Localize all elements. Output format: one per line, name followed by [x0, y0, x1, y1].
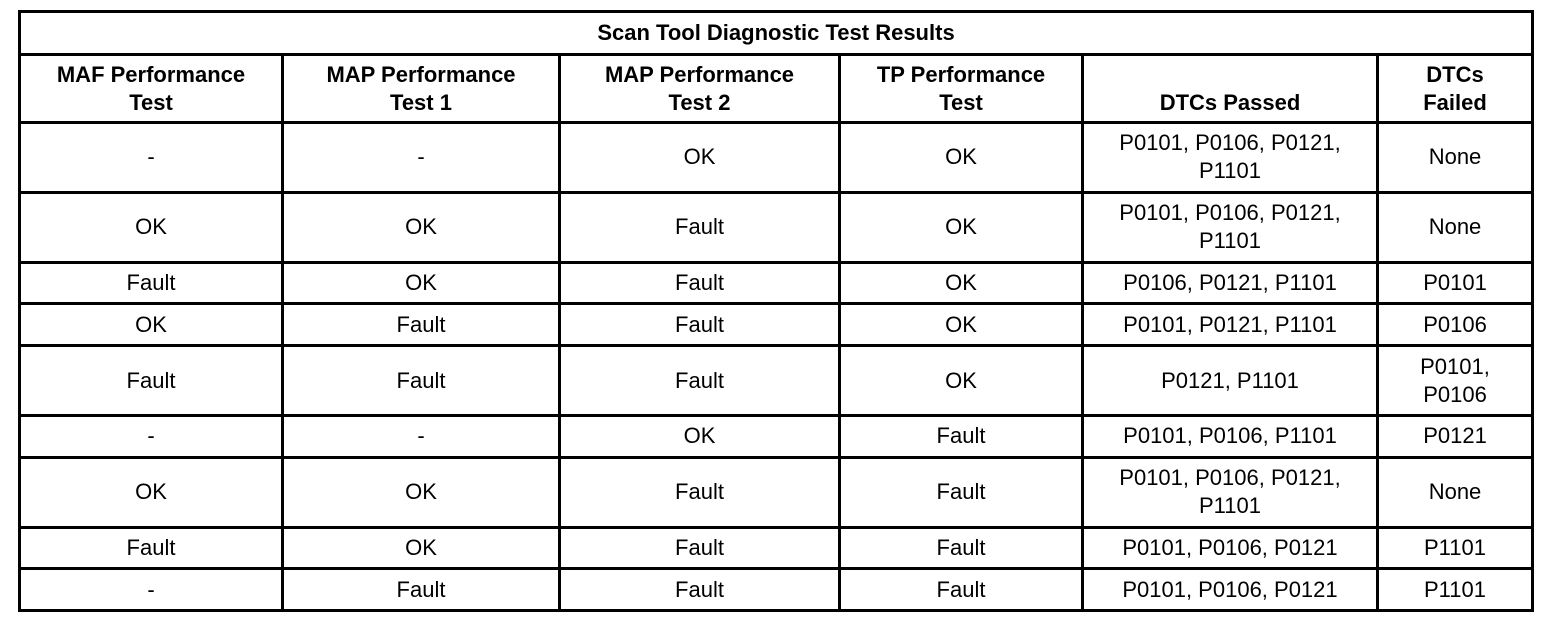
dtcs-failed-cell: P0101	[1378, 262, 1533, 304]
tp-result-cell: OK	[840, 304, 1083, 346]
dtcs-failed-cell: P0101, P0106	[1378, 346, 1533, 416]
column-header-dtcs-failed: DTCs Failed	[1378, 55, 1533, 123]
map2-result-cell: Fault	[560, 192, 840, 262]
dtcs-passed-cell: P0101, P0121, P1101	[1083, 304, 1378, 346]
tp-result-cell: Fault	[840, 569, 1083, 611]
table-row	[20, 192, 1533, 262]
map1-result-cell: OK	[283, 457, 560, 527]
map1-result-cell: -	[283, 415, 560, 457]
maf-result-cell: OK	[20, 192, 283, 262]
dtcs-passed-cell: P0101, P0106, P0121	[1083, 569, 1378, 611]
column-header-dtcs-passed: DTCs Passed	[1083, 55, 1378, 123]
column-header-map-performance-test-1: MAP Performance Test 1	[283, 55, 560, 123]
map2-result-cell: Fault	[560, 346, 840, 416]
maf-result-cell: Fault	[20, 346, 283, 416]
dtcs-failed-cell: None	[1378, 457, 1533, 527]
dtcs-failed-cell: P1101	[1378, 569, 1533, 611]
map2-result-cell: Fault	[560, 304, 840, 346]
tp-result-cell: OK	[840, 346, 1083, 416]
table-title-row	[20, 12, 1533, 55]
tp-result-cell: OK	[840, 123, 1083, 193]
dtcs-failed-cell: None	[1378, 192, 1533, 262]
table-title: Scan Tool Diagnostic Test Results	[20, 12, 1533, 55]
maf-result-cell: OK	[20, 457, 283, 527]
column-header-row	[20, 55, 1533, 123]
table-row	[20, 123, 1533, 193]
maf-result-cell: -	[20, 415, 283, 457]
dtcs-passed-cell: P0101, P0106, P0121, P1101	[1083, 123, 1378, 193]
map1-result-cell: -	[283, 123, 560, 193]
map1-result-cell: Fault	[283, 346, 560, 416]
dtcs-passed-cell: P0121, P1101	[1083, 346, 1378, 416]
dtcs-failed-cell: P0121	[1378, 415, 1533, 457]
maf-result-cell: Fault	[20, 527, 283, 569]
column-header-maf-performance-test: MAF Performance Test	[20, 55, 283, 123]
maf-result-cell: -	[20, 123, 283, 193]
map2-result-cell: Fault	[560, 262, 840, 304]
tp-result-cell: OK	[840, 262, 1083, 304]
table-row	[20, 457, 1533, 527]
table-row	[20, 415, 1533, 457]
tp-result-cell: Fault	[840, 457, 1083, 527]
table-row	[20, 346, 1533, 416]
map1-result-cell: OK	[283, 527, 560, 569]
dtcs-failed-cell: None	[1378, 123, 1533, 193]
table-row	[20, 304, 1533, 346]
maf-result-cell: -	[20, 569, 283, 611]
tp-result-cell: Fault	[840, 527, 1083, 569]
dtcs-passed-cell: P0101, P0106, P1101	[1083, 415, 1378, 457]
table-row	[20, 569, 1533, 611]
diagnostic-results-table	[18, 10, 1534, 612]
dtcs-passed-cell: P0101, P0106, P0121, P1101	[1083, 192, 1378, 262]
map1-result-cell: OK	[283, 262, 560, 304]
maf-result-cell: OK	[20, 304, 283, 346]
dtcs-failed-cell: P0106	[1378, 304, 1533, 346]
map1-result-cell: OK	[283, 192, 560, 262]
map2-result-cell: OK	[560, 415, 840, 457]
table-row	[20, 262, 1533, 304]
tp-result-cell: Fault	[840, 415, 1083, 457]
column-header-map-performance-test-2: MAP Performance Test 2	[560, 55, 840, 123]
map2-result-cell: Fault	[560, 527, 840, 569]
column-header-tp-performance-test: TP Performance Test	[840, 55, 1083, 123]
dtcs-passed-cell: P0106, P0121, P1101	[1083, 262, 1378, 304]
map2-result-cell: Fault	[560, 569, 840, 611]
map1-result-cell: Fault	[283, 304, 560, 346]
map2-result-cell: OK	[560, 123, 840, 193]
table-row	[20, 527, 1533, 569]
maf-result-cell: Fault	[20, 262, 283, 304]
dtcs-passed-cell: P0101, P0106, P0121	[1083, 527, 1378, 569]
tp-result-cell: OK	[840, 192, 1083, 262]
dtcs-passed-cell: P0101, P0106, P0121, P1101	[1083, 457, 1378, 527]
map1-result-cell: Fault	[283, 569, 560, 611]
dtcs-failed-cell: P1101	[1378, 527, 1533, 569]
map2-result-cell: Fault	[560, 457, 840, 527]
